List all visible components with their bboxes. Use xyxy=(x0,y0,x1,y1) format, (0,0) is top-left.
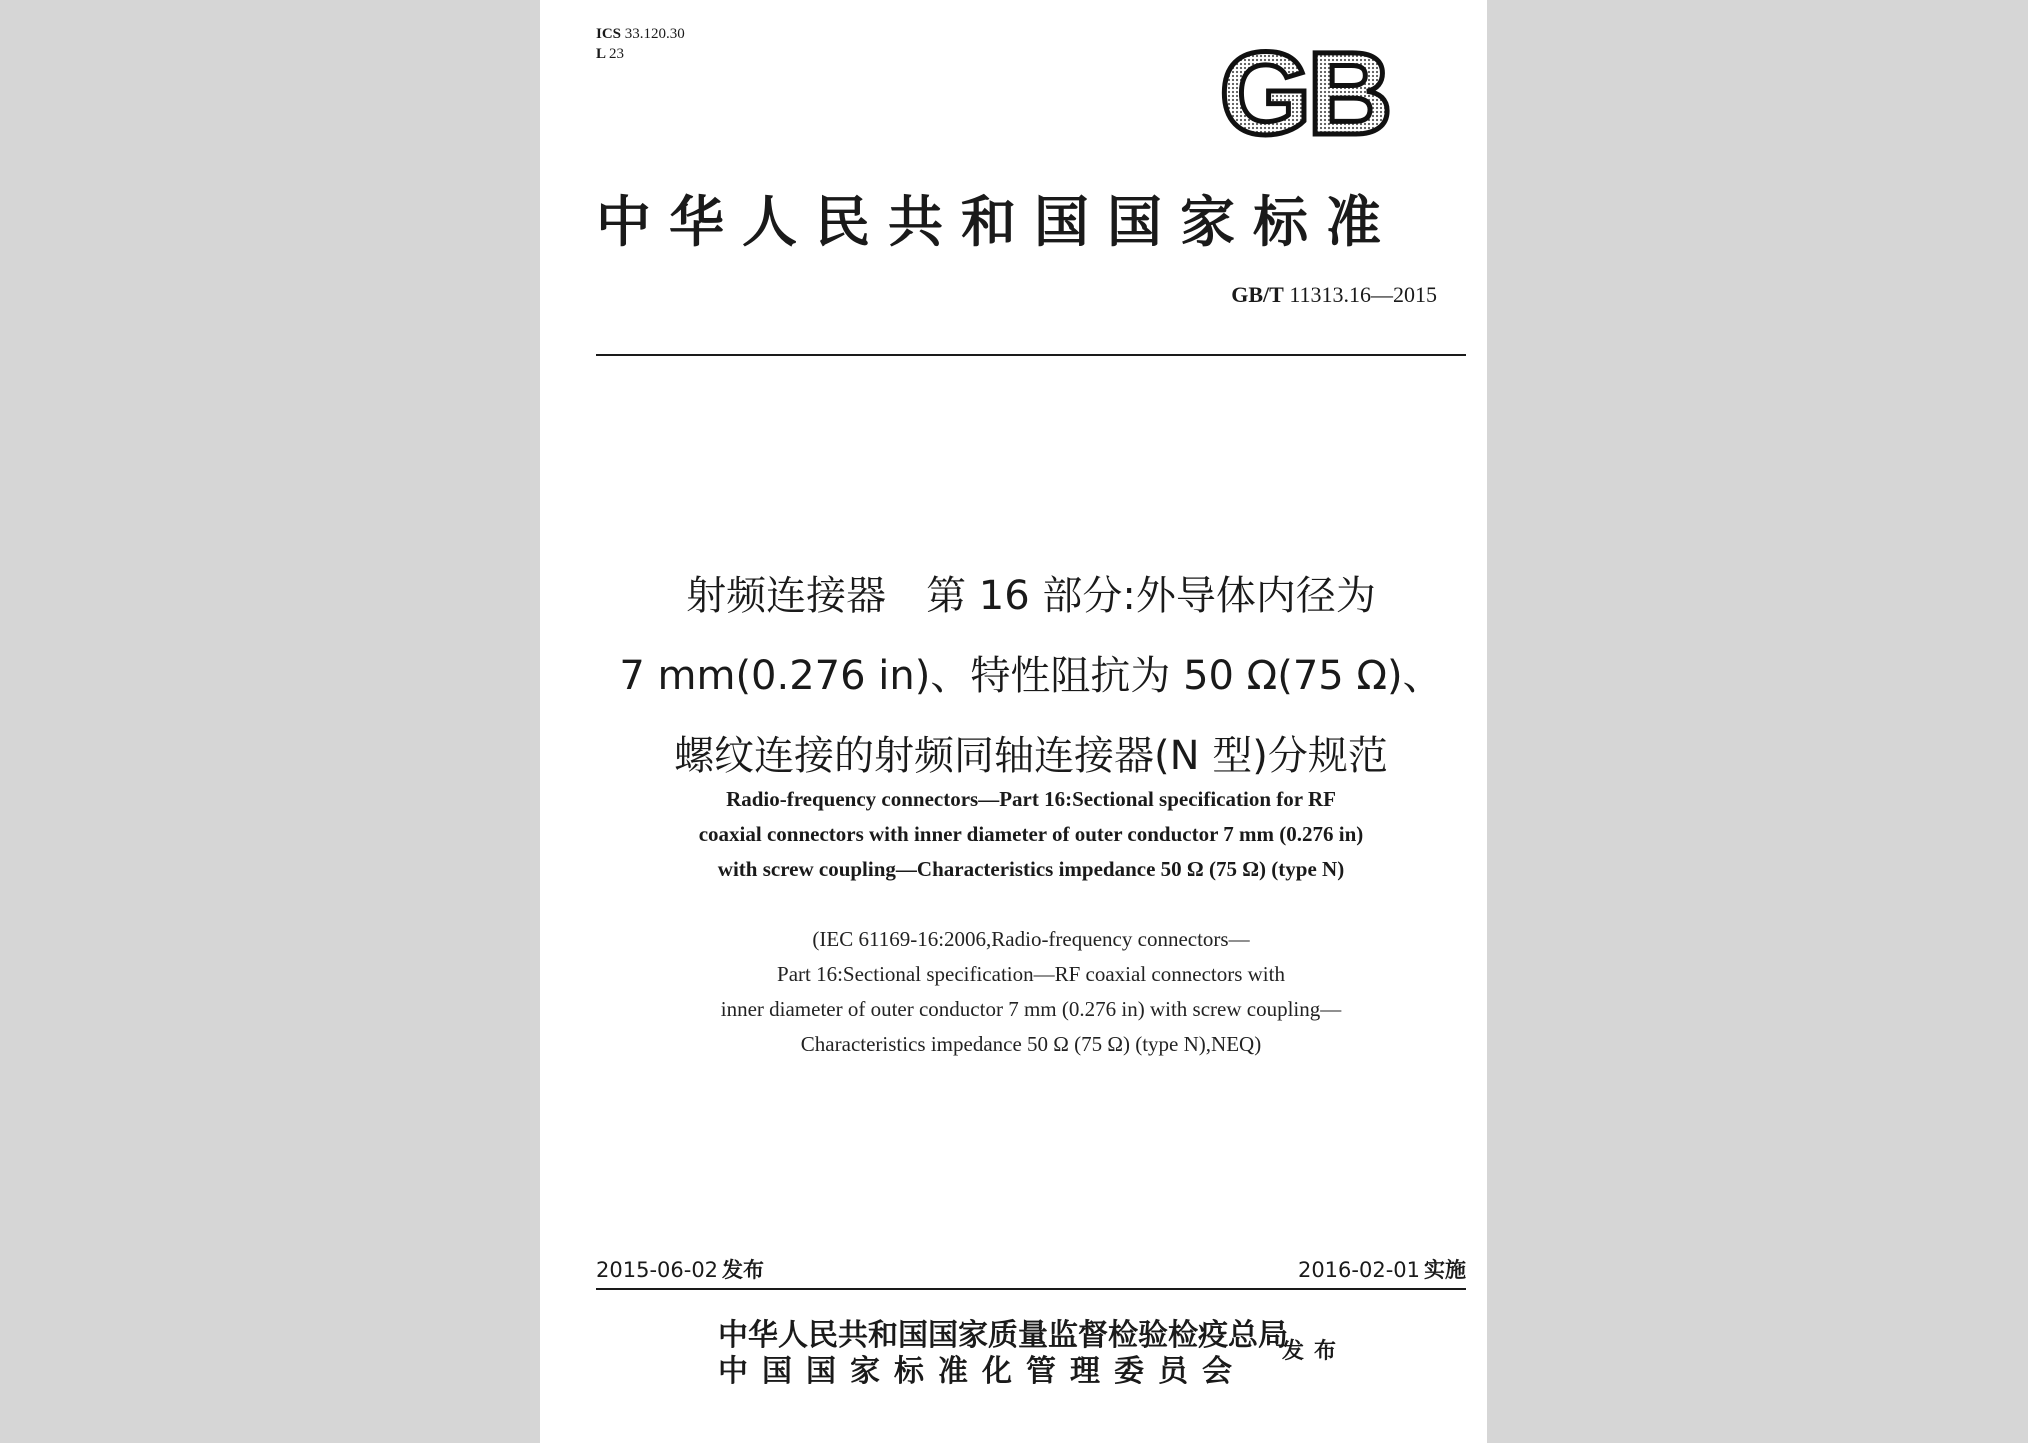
issuer-line-2: 中国国家标准化管理委员会 xyxy=(718,1354,1246,1389)
iec-reference xyxy=(596,922,1466,1062)
standard-number-prefix: GB/T xyxy=(1231,282,1284,307)
iec-reference-line-4: Characteristics impedance 50 Ω (75 Ω) (type N),NEQ) xyxy=(800,1032,1262,1056)
gb-logo xyxy=(1195,38,1413,148)
english-title-line-1: Radio-frequency connectors—Part 16:Sectional specification for RF xyxy=(726,787,1336,811)
ccs-line xyxy=(596,44,685,64)
issuer-line-1: 中华人民共和国国家质量监督检验检疫总局 xyxy=(718,1318,1288,1353)
classification-codes xyxy=(596,24,685,64)
issuing-authorities xyxy=(718,1318,1288,1390)
publish-info xyxy=(596,1254,764,1284)
implement-info xyxy=(1298,1254,1466,1284)
ics-line xyxy=(596,24,685,44)
chinese-title-line-3: 螺纹连接的射频同轴连接器(N 型)分规范 xyxy=(674,733,1388,779)
national-standard-title: 中华人民共和国国家标准 xyxy=(596,189,1400,254)
iec-reference-line-2: Part 16:Sectional specification—RF coaxial connectors with xyxy=(777,962,1285,986)
publish-date: 2015-06-02 xyxy=(596,1258,719,1282)
iec-reference-line-3: inner diameter of outer conductor 7 mm (0.276 in) with screw coupling— xyxy=(720,997,1342,1021)
chinese-title-line-1: 射频连接器 第 16 部分:外导体内径为 xyxy=(686,573,1376,619)
ccs-code: 23 xyxy=(608,46,624,62)
publish-word: 发布 xyxy=(722,1258,765,1282)
english-title xyxy=(596,782,1466,887)
footer-divider xyxy=(596,1288,1466,1290)
english-title-line-2: coaxial connectors with inner diameter of outer conductor 7 mm (0.276 in) xyxy=(698,822,1364,846)
implement-date: 2016-02-01 xyxy=(1297,1258,1420,1282)
ccs-label: L xyxy=(596,46,606,62)
implement-word: 实施 xyxy=(1424,1258,1466,1282)
chinese-title xyxy=(596,556,1466,796)
issue-word: 发布 xyxy=(1282,1338,1347,1364)
gb-logo-text: GB xyxy=(1219,38,1389,148)
english-title-line-3: with screw coupling—Characteristics impedance 50 Ω (75 Ω) (type N) xyxy=(717,857,1345,881)
header-divider xyxy=(596,354,1466,356)
chinese-title-line-2: 7 mm(0.276 in)、特性阻抗为 50 Ω(75 Ω)、 xyxy=(619,653,1443,699)
standard-number xyxy=(1231,282,1437,308)
standard-number-value: 11313.16—2015 xyxy=(1289,282,1437,307)
ics-code: 33.120.30 xyxy=(624,26,685,42)
iec-reference-line-1: (IEC 61169-16:2006,Radio-frequency connectors— xyxy=(812,927,1250,951)
ics-label: ICS xyxy=(596,26,622,42)
document-page xyxy=(540,0,1487,1443)
